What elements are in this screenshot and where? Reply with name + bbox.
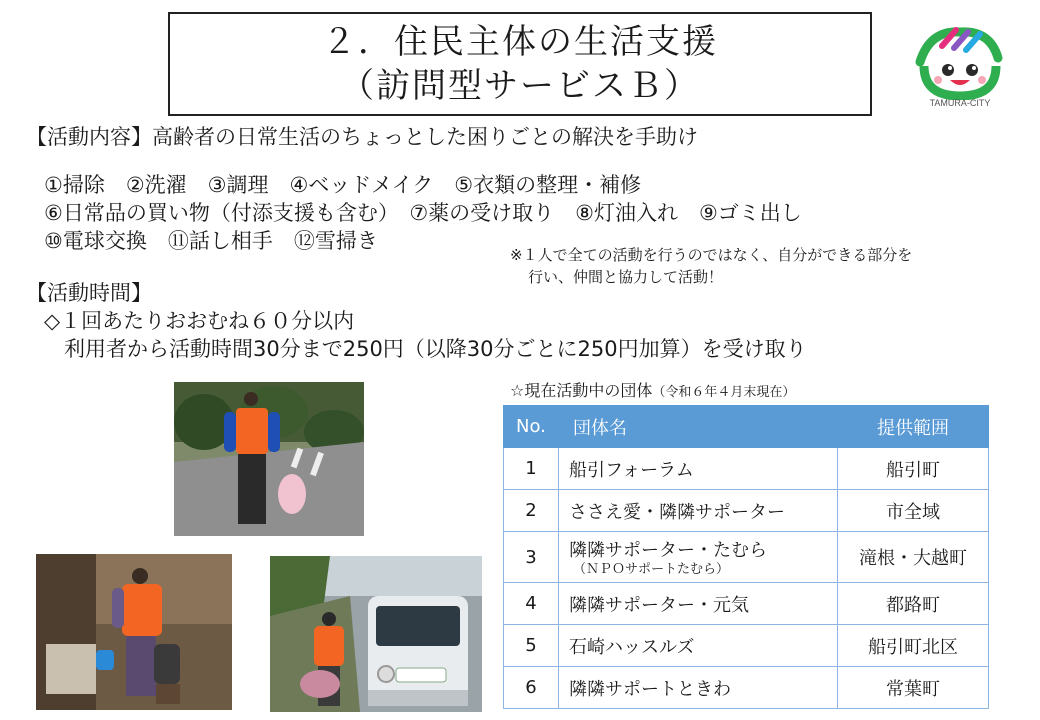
table-row bbox=[504, 448, 989, 490]
photo-volunteer-with-truck bbox=[270, 556, 482, 712]
row-no: 3 bbox=[504, 532, 559, 583]
table-row bbox=[504, 625, 989, 667]
activity-items-line-3: ⑩電球交換 ⑪話し相手 ⑫雪掃き bbox=[44, 229, 378, 253]
groups-caption bbox=[510, 378, 795, 401]
row-name: 隣隣サポーター・元気 bbox=[559, 583, 838, 625]
activity-heading: 【活動内容】高齢者の日常生活のちょっとした困りごとの解決を手助け bbox=[26, 125, 698, 149]
groups-table bbox=[503, 405, 989, 709]
groups-caption-main: ☆現在活動中の団体 bbox=[510, 381, 653, 400]
row-name: 石崎ハッスルズ bbox=[559, 625, 838, 667]
time-line-1: ◇１回あたりおおむね６０分以内 bbox=[44, 309, 355, 333]
row-name: ささえ愛・隣隣サポーター bbox=[559, 490, 838, 532]
row-area: 市全域 bbox=[838, 490, 989, 532]
time-heading: 【活動時間】 bbox=[26, 281, 152, 305]
row-area: 船引町北区 bbox=[838, 625, 989, 667]
photo-volunteer-with-kettle bbox=[36, 554, 232, 710]
activity-items-line-1: ①掃除 ②洗濯 ③調理 ④ベッドメイク ⑤衣類の整理・補修 bbox=[44, 173, 642, 197]
row-name-cell bbox=[559, 532, 838, 583]
groups-table-header-row bbox=[504, 406, 989, 448]
table-row bbox=[504, 532, 989, 583]
row-area: 船引町 bbox=[838, 448, 989, 490]
header-name: 団体名 bbox=[559, 406, 838, 448]
row-no: 1 bbox=[504, 448, 559, 490]
header-area: 提供範囲 bbox=[838, 406, 989, 448]
header-no: No. bbox=[504, 406, 559, 448]
activity-note-line-2: 行い、仲間と協力して活動！ bbox=[528, 268, 724, 286]
row-name-sub: （ＮＰＯサポートたむら） bbox=[573, 562, 730, 577]
row-area: 常葉町 bbox=[838, 667, 989, 709]
tamura-city-mascot-logo-icon bbox=[910, 22, 1010, 100]
row-no: 5 bbox=[504, 625, 559, 667]
activity-items-line-2: ⑥日常品の買い物（付添支援も含む） ⑦薬の受け取り ⑧灯油入れ ⑨ゴミ出し bbox=[44, 201, 802, 225]
row-name: 隣隣サポートときわ bbox=[559, 667, 838, 709]
row-area: 都路町 bbox=[838, 583, 989, 625]
row-no: 4 bbox=[504, 583, 559, 625]
row-name: 船引フォーラム bbox=[559, 448, 838, 490]
table-row bbox=[504, 490, 989, 532]
time-line-2: 利用者から活動時間30分まで250円（以降30分ごとに250円加算）を受け取り bbox=[64, 337, 807, 361]
title-line-1: ２．住民主体の生活支援 bbox=[322, 22, 718, 62]
tamura-city-logo bbox=[910, 22, 1010, 112]
row-no: 2 bbox=[504, 490, 559, 532]
photo-volunteer-carrying-bag bbox=[174, 382, 364, 536]
row-no: 6 bbox=[504, 667, 559, 709]
title-line-2: （訪問型サービスＢ） bbox=[340, 66, 700, 106]
activity-note-line-1: ※１人で全ての活動を行うのではなく、自分ができる部分を bbox=[510, 246, 913, 264]
table-row bbox=[504, 583, 989, 625]
groups-caption-date: （令和６年４月末現在） bbox=[652, 385, 796, 400]
table-row bbox=[504, 667, 989, 709]
row-area: 滝根・大越町 bbox=[838, 532, 989, 583]
row-name: 隣隣サポーター・たむら bbox=[569, 540, 767, 561]
title-box bbox=[168, 12, 872, 116]
logo-caption: TAMURA-CITY bbox=[929, 98, 991, 108]
